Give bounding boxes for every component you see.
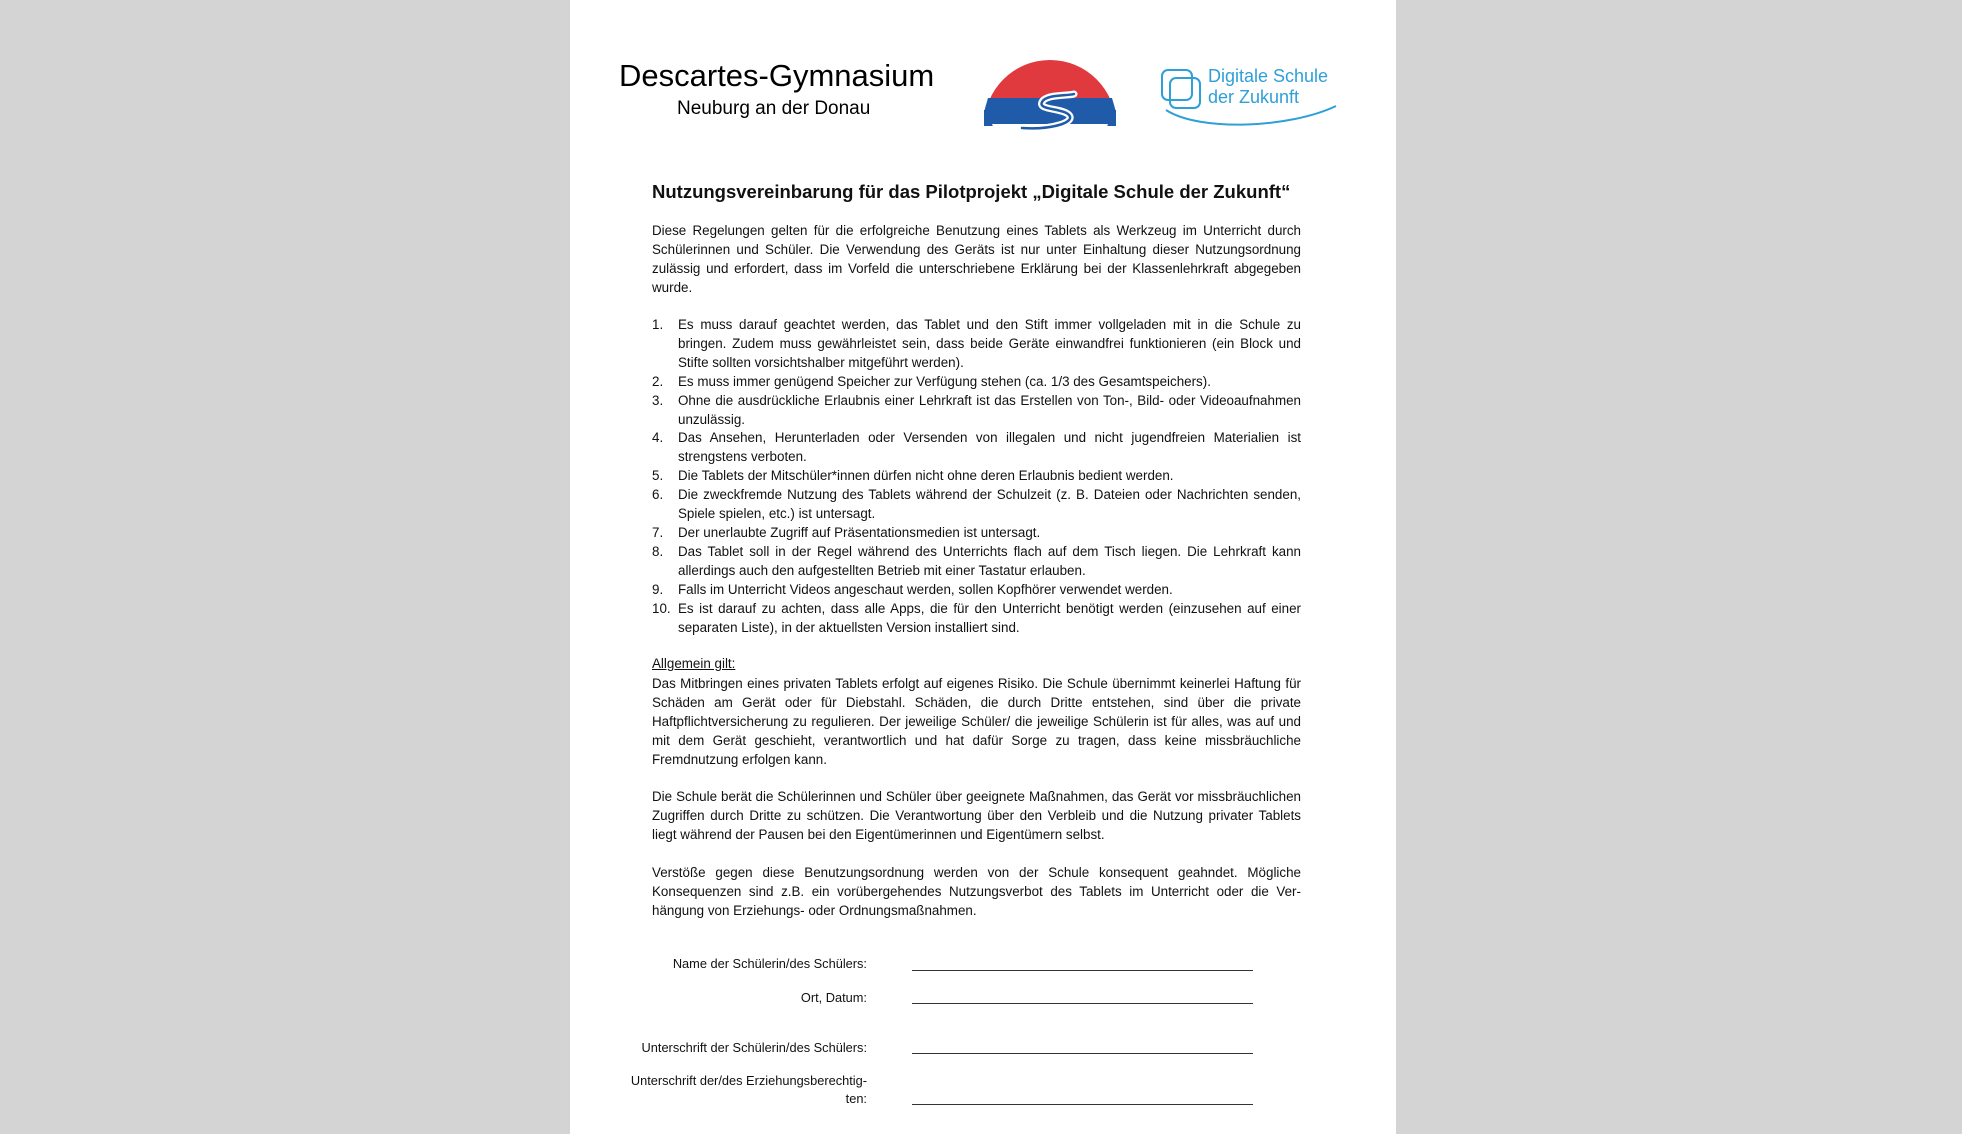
rule-item: 7. Der unerlaubte Zugriff auf Präsentationsmedien ist untersagt.: [652, 524, 1041, 540]
rule-item: 6. Die zweckfremde Nutzung des Tablets während der Schulzeit (z. B. Dateien oder Nachrichten senden, Spiele spielen, etc.) ist untersagt.: [652, 487, 1301, 522]
rule-item: 10. Es ist darauf zu achten, dass alle Apps, die für den Unterricht benötigt werden (einzusehen auf einer separaten Liste), in der aktuellsten Version installiert sind.: [652, 600, 1301, 635]
place-date-line[interactable]: [912, 1003, 1253, 1004]
rule-item: 3. Ohne die ausdrückliche Erlaubnis einer Lehrkraft ist das Erstellen von Ton-, Bild- oder Videoaufnahmen unzulässig.: [652, 392, 1301, 427]
rule-item: 4. Das Ansehen, Herunterladen oder Versenden von illegalen und nicht jugendfreien Materialien ist strengstens verboten.: [652, 430, 1301, 465]
general-heading: Allgemein gilt:: [652, 656, 736, 671]
rule-item: 2. Es muss immer genügend Speicher zur Verfügung stehen (ca. 1/3 des Gesamtspeichers).: [652, 373, 1211, 389]
guardian-signature-line[interactable]: [912, 1104, 1253, 1105]
digitale-schule-logo-text: Digitale Schule: [1208, 66, 1329, 86]
document-title: Nutzungsvereinbarung für das Pilotprojekt „Digitale Schule der Zukunft“: [652, 181, 1291, 202]
guardian-signature-label: Unterschrift der/des Erziehungsberechtigten:: [630, 1073, 867, 1106]
document-page: [570, 0, 1396, 1134]
place-date-label: Ort, Datum:: [800, 990, 867, 1005]
student-name-line[interactable]: [912, 970, 1253, 971]
student-name-label: Name der Schülerin/des Schülers:: [672, 956, 867, 971]
digitale-schule-logo-text-2: der Zukunft: [1208, 87, 1300, 107]
rules-list: [652, 316, 1301, 637]
advice-paragraph: Die Schule berät die Schülerinnen und Schüler über geeignete Maßnahmen, das Gerät vor missbräuchlichen Zugriffen durch Dritte zu schützen. Die Verantwortung über den Verbleib und die Nutzung privater Tablets liegt während der Pausen bei den Eigentümerinnen und Eigentümern selbst.: [652, 789, 1301, 842]
rule-item: 5. Die Tablets der Mitschüler*innen dürfen nicht ohne deren Erlaubnis bedient werden.: [652, 468, 1174, 484]
school-logo-icon: [982, 58, 1118, 138]
intro-paragraph: Diese Regelungen gelten für die erfolgreiche Benutzung eines Tablets als Werkzeug im Unterricht durch Schülerinnen und Schüler. Die Verwendung des Geräts ist nur unter Einhaltung dieser Nutzungsordnung zulässig und erfordert, dass im Vorfeld die unterschriebene Erklärung bei der Klassenlehrkraft abgegeben wurde.: [652, 223, 1301, 295]
general-paragraph: Das Mitbringen eines privaten Tablets erfolgt auf eigenes Risiko. Die Schule übernimmt keinerlei Haftung für Schäden am Gerät oder für Diebstahl. Schäden, die durch Dritte entstehen, sind über die private Haftpflichtversicherung zu regulieren. Der jeweilige Schüler/ die jeweilige Schülerin ist für alles, was auf und mit dem Gerät geschieht, verantwortlich und hat dafür Sorge zu tragen, dass keine missbräuchliche Fremdnutzung erfolgen kann.: [652, 676, 1301, 767]
student-signature-line[interactable]: [912, 1053, 1253, 1054]
rule-item: 8. Das Tablet soll in der Regel während des Unterrichts flach auf dem Tisch liegen. Die Lehrkraft kann allerdings auch den aufgestellten Betrieb mit einer Tastatur erlauben.: [652, 543, 1301, 578]
rule-item: 1. Es muss darauf geachtet werden, das Tablet und den Stift immer vollgeladen mit in die Schule zu bringen. Zudem muss gewährleistet sein, dass beide Geräte einwandfrei funktionieren (ein Block und Stifte sollten vorsichtshalber mitgeführt werden).: [652, 317, 1301, 370]
consequences-paragraph: Verstöße gegen diese Benutzungsordnung werden von der Schule konsequent geahndet. Mögliche Konsequenzen sind z.B. ein vorübergehendes Nutzungsverbot des Tablets im Unterricht oder die Verhängung von Erziehungs- oder Ordnungsmaßnahmen.: [652, 865, 1301, 918]
school-town: Neuburg an der Donau: [677, 98, 871, 119]
rule-item: 9. Falls im Unterricht Videos angeschaut werden, sollen Kopfhörer verwendet werden.: [652, 581, 1173, 597]
school-name: Descartes-Gymnasium: [619, 58, 935, 93]
student-signature-label: Unterschrift der Schülerin/des Schülers:: [641, 1040, 867, 1055]
